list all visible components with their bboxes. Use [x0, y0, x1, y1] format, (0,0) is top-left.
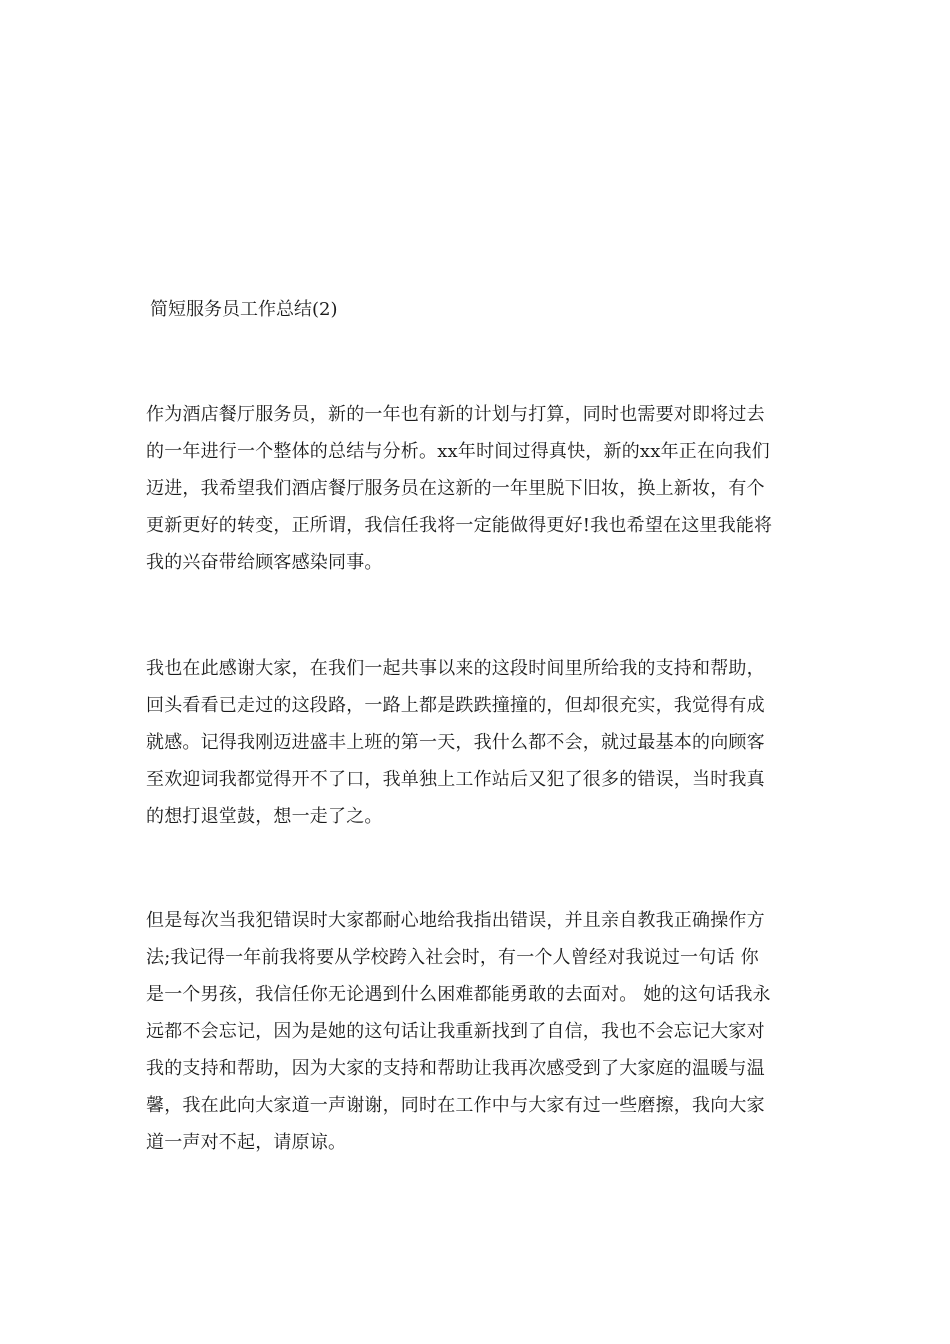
paragraph-line: 法;我记得一年前我将要从学校跨入社会时，有一个人曾经对我说过一句话 你 [146, 947, 759, 968]
paragraph-line: 的一年进行一个整体的总结与分析。xx年时间过得真快，新的xx年正在向我们 [146, 441, 770, 462]
paragraph-line: 馨，我在此向大家道一声谢谢，同时在工作中与大家有过一些磨擦，我向大家 [146, 1095, 765, 1116]
paragraph-2 [146, 650, 816, 835]
paragraph-line: 我也在此感谢大家，在我们一起共事以来的这段时间里所给我的支持和帮助， [146, 658, 765, 679]
paragraph-line: 是一个男孩，我信任你无论遇到什么困难都能勇敢的去面对。 她的这句话我永 [146, 984, 771, 1005]
paragraph-3 [146, 902, 816, 1161]
paragraph-line: 作为酒店餐厅服务员，新的一年也有新的计划与打算，同时也需要对即将过去 [146, 404, 765, 425]
paragraph-line: 但是每次当我犯错误时大家都耐心地给我指出错误，并且亲自教我正确操作方 [146, 910, 765, 931]
paragraph-line: 远都不会忘记，因为是她的这句话让我重新找到了自信，我也不会忘记大家对 [146, 1021, 765, 1042]
paragraph-line: 至欢迎词我都觉得开不了口，我单独上工作站后又犯了很多的错误，当时我真 [146, 769, 765, 790]
paragraph-line: 道一声对不起，请原谅。 [146, 1132, 347, 1153]
paragraph-line: 回头看看已走过的这段路，一路上都是跌跌撞撞的，但却很充实，我觉得有成 [146, 695, 765, 716]
document-title: 简短服务员工作总结(2) [150, 299, 338, 320]
paragraph-line: 就感。记得我刚迈进盛丰上班的第一天，我什么都不会，就过最基本的向顾客 [146, 732, 765, 753]
paragraph-1 [146, 396, 816, 581]
paragraph-line: 更新更好的转变，正所谓，我信任我将一定能做得更好!我也希望在这里我能将 [146, 515, 773, 536]
paragraph-line: 我的支持和帮助，因为大家的支持和帮助让我再次感受到了大家庭的温暖与温 [146, 1058, 765, 1079]
paragraph-line: 的想打退堂鼓，想一走了之。 [146, 806, 383, 827]
paragraph-line: 迈进，我希望我们酒店餐厅服务员在这新的一年里脱下旧妆，换上新妆，有个 [146, 478, 765, 499]
paragraph-line: 我的兴奋带给顾客感染同事。 [146, 552, 383, 573]
